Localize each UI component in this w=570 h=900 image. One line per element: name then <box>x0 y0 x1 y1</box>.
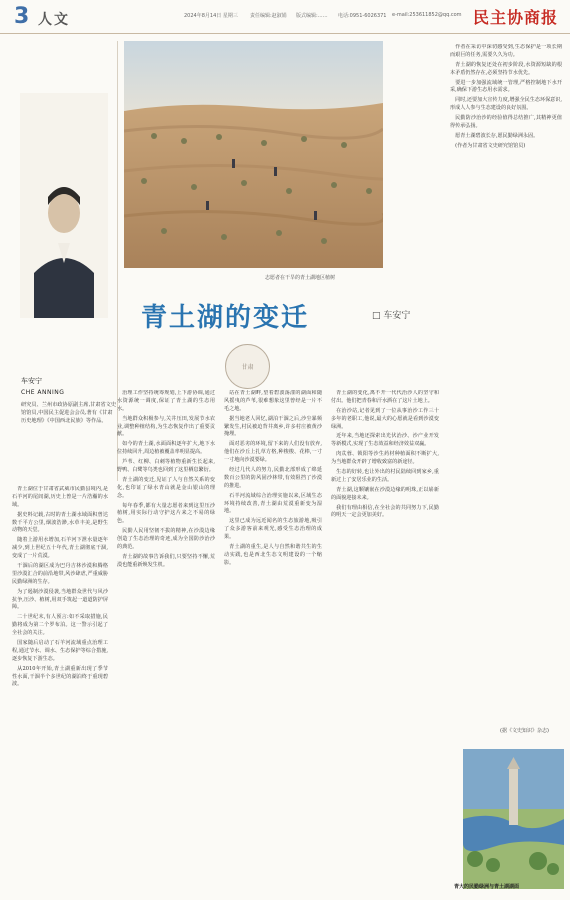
article-column-5 <box>450 44 562 720</box>
column-emblem <box>225 344 270 389</box>
paragraph: 二十世纪末,有人预言:如不采取措施,民勤将成为第二个罗布泊。这一警示引起了全社会的关注。 <box>12 614 108 637</box>
paragraph: 随着上游用水增加,石羊河下泄水量逐年减少,到上世纪五十年代,青土湖彻底干涸,变成了一片荒漠。 <box>12 537 108 560</box>
oasis-lake-icon <box>463 749 564 889</box>
paragraph: 要进一步加强流域统一管理,严格控制地下水开采,确保下游生态用水需求。 <box>450 79 562 94</box>
paragraph: 青土湖位于甘肃省武威市民勤县境内,是石羊河的尾闾湖,历史上曾是一片浩瀚的水域。 <box>12 486 108 508</box>
paragraph: 我们有理由相信,在全社会的共同努力下,民勤的明天一定会更加美好。 <box>331 504 439 519</box>
section-title: 人文 <box>38 12 70 28</box>
contact-email: e-mail:2536118​52@qq.com <box>392 12 462 18</box>
author-portrait-icon <box>20 93 108 318</box>
author-name-en: CHE ANNING <box>21 389 65 396</box>
author-bio: 研究员、兰州市政协原副主席,甘肃省文史馆馆员,中国民主促进会会员,著有《甘肃历史地理》《中国西北民族》等作品。 <box>21 402 117 425</box>
paragraph: 民勤防沙治沙的经验值得总结推广,其精神更值得传承弘扬。 <box>450 115 562 130</box>
paragraph: 据史料记载,古时的青土湖水域面积曾达数千平方公里,烟波浩渺,水草丰美,是野生动物的天堂。 <box>12 511 108 534</box>
paragraph: 愿青土湖碧波长存,愿民勤绿洲永固。 <box>455 132 539 139</box>
paragraph: 芦苇、红柳、白刺等植物重新生长起来,野鸭、白鹭等鸟类也回到了这里栖息繁衍。 <box>117 459 215 474</box>
author-name: 车安宁 <box>21 377 42 385</box>
paragraph: 站在青土湖畔,望着碧波荡漾的湖面和随风摇曳的芦苇,很难想象这里曾经是一片不毛之地。 <box>224 390 322 412</box>
paragraph: 青土湖的重生,是人与自然和谐共生的生动实践,也是西北生态文明建设的一个缩影。 <box>224 544 322 566</box>
paragraph: 肉苁蓉、锁阳等沙生药材种植面积不断扩大,为当地群众开辟了增收致富的新途径。 <box>331 451 439 466</box>
bottom-photo <box>463 749 564 889</box>
paragraph: 在治沙站,记者见到了一位从事治沙工作三十多年的老职工,他说,最大的心愿就是看到沙漠变绿洲。 <box>331 407 439 430</box>
series-note: (据《文史知识》杂志) <box>500 728 549 734</box>
article-headline: 青土湖的变迁 <box>141 303 310 333</box>
editor-credit: 责任编辑:赵淑娟 <box>250 13 287 19</box>
paragraph: 面对恶劣的环境,留下来的人们没有放弃,他们在沙丘上扎草方格,种梭梭、花棒,一寸一寸地向沙漠要绿。 <box>224 441 322 464</box>
author-sidebar <box>6 41 118 481</box>
paragraph: 这里已成为远近闻名的生态旅游地,吸引了众多游客前来观光,感受生态治理的成果。 <box>224 518 322 541</box>
paragraph: (作者为甘肃省文史研究馆馆员) <box>455 142 526 149</box>
masthead-logo: 民主协商报 <box>472 8 558 27</box>
article-column-2 <box>117 390 215 890</box>
paragraph: 青土湖,这颗镶嵌在沙漠边缘的明珠,正以崭新的面貌迎接未来。 <box>331 486 439 501</box>
paragraph: 为了遏制沙漠侵袭,当地群众世代与风沙抗争,压沙、植树,用双手筑起一道道防护屏障。 <box>12 588 108 611</box>
article-column-4 <box>331 390 439 890</box>
paragraph: 干涸后的湖区成为巴丹吉林沙漠和腾格里沙漠汇合的前沿地带,风沙肆虐,严重威胁民勤绿洲的生存。 <box>12 563 108 585</box>
paragraph: 近年来,当地还探索出光伏治沙、沙产业开发等新模式,实现了生态效益和经济效益双赢。 <box>331 433 439 448</box>
paragraph: 如今的青土湖,水面面积逐年扩大,地下水位持续回升,周边植被覆盖率明显提高。 <box>117 441 215 456</box>
paragraph: 青土湖的恢复还处在初步阶段,水资源短缺的根本矛盾仍然存在,必须坚持节水优先。 <box>450 61 562 76</box>
top-photo <box>124 41 383 268</box>
paragraph: 国家随后启动了石羊河流域重点治理工程,通过节水、调水、生态保护等综合措施,逐步恢复下游生态。 <box>12 640 108 662</box>
article-column-1 <box>12 486 108 890</box>
article-column-3 <box>224 390 322 890</box>
paragraph: 每年春季,都有大量志愿者来到这里压沙植树,用实际行动守护这片来之不易的绿色。 <box>117 502 215 525</box>
paragraph: 据当地老人回忆,湖泊干涸之后,沙尘暴频繁发生,村民被迫背井离乡,许多村庄被黄沙掩埋。 <box>224 415 322 438</box>
desert-landscape-icon <box>124 41 383 268</box>
page-header <box>0 0 570 34</box>
contact-phone: 电话:0951-6026371 <box>338 13 387 19</box>
article-byline: □ 车安宁 <box>372 311 411 321</box>
page-number: 3 <box>14 4 30 29</box>
paragraph: 当地群众积极参与,关井压田,发展节水农业,调整种植结构,为生态恢复作出了重要贡献。 <box>117 415 215 438</box>
paragraph: 同时,还要加大宣传力度,增强全民生态环保意识,形成人人参与生态建设的良好氛围。 <box>450 97 562 112</box>
author-portrait <box>20 93 108 318</box>
paragraph: 青土湖的变迁,见证了人与自然关系的变化,也印证了绿水青山就是金山银山的理念。 <box>117 476 215 499</box>
paragraph: 民勤人民用坚韧不拔的精神,在沙漠边缘创造了生态治理的奇迹,成为全国防沙治沙的典范。 <box>117 528 215 551</box>
bottom-photo-caption: 青大的民勤绿洲与青土湖湖面 <box>454 884 520 890</box>
paragraph: 从2010年开始,青土湖重新出现了季节性水面,干涸半个多世纪的湖泊终于重现碧波。 <box>12 665 108 688</box>
issue-date: 2024年8月14日 星期三 <box>184 13 238 19</box>
paragraph: 青土湖的故事告诉我们,只要坚持不懈,荒漠也能重新焕发生机。 <box>117 553 215 568</box>
paragraph: 经过几代人的努力,民勤北部形成了绵延数百公里的防风固沙林带,有效阻挡了沙漠的推进。 <box>224 467 322 489</box>
paragraph: 治理工作坚持统筹规划,上下游协调,通过水资源统一调度,保证了青土湖的生态用水。 <box>117 390 215 412</box>
emblem-label: 甘肃 <box>241 364 254 371</box>
paragraph: 作者在采访中深切感受到,生态保护是一项长期而艰巨的任务,需要久久为功。 <box>450 44 562 58</box>
paragraph: 青土湖的变化,离不开一代代治沙人的坚守和付出。他们把青春和汗水洒在了这片土地上。 <box>331 390 439 404</box>
paragraph: 生态的好转,也让外出的村民陆续回到家乡,重新过上了安居乐业的生活。 <box>331 469 439 483</box>
top-photo-caption: 志愿者在干旱的青土湖地区植树 <box>265 275 336 281</box>
paragraph: 石羊河流域综合治理实施以来,区域生态环境持续改善,青土湖由荒漠重新变为湿地。 <box>224 492 322 515</box>
layout-credit: 版式编辑:…… <box>296 13 328 19</box>
